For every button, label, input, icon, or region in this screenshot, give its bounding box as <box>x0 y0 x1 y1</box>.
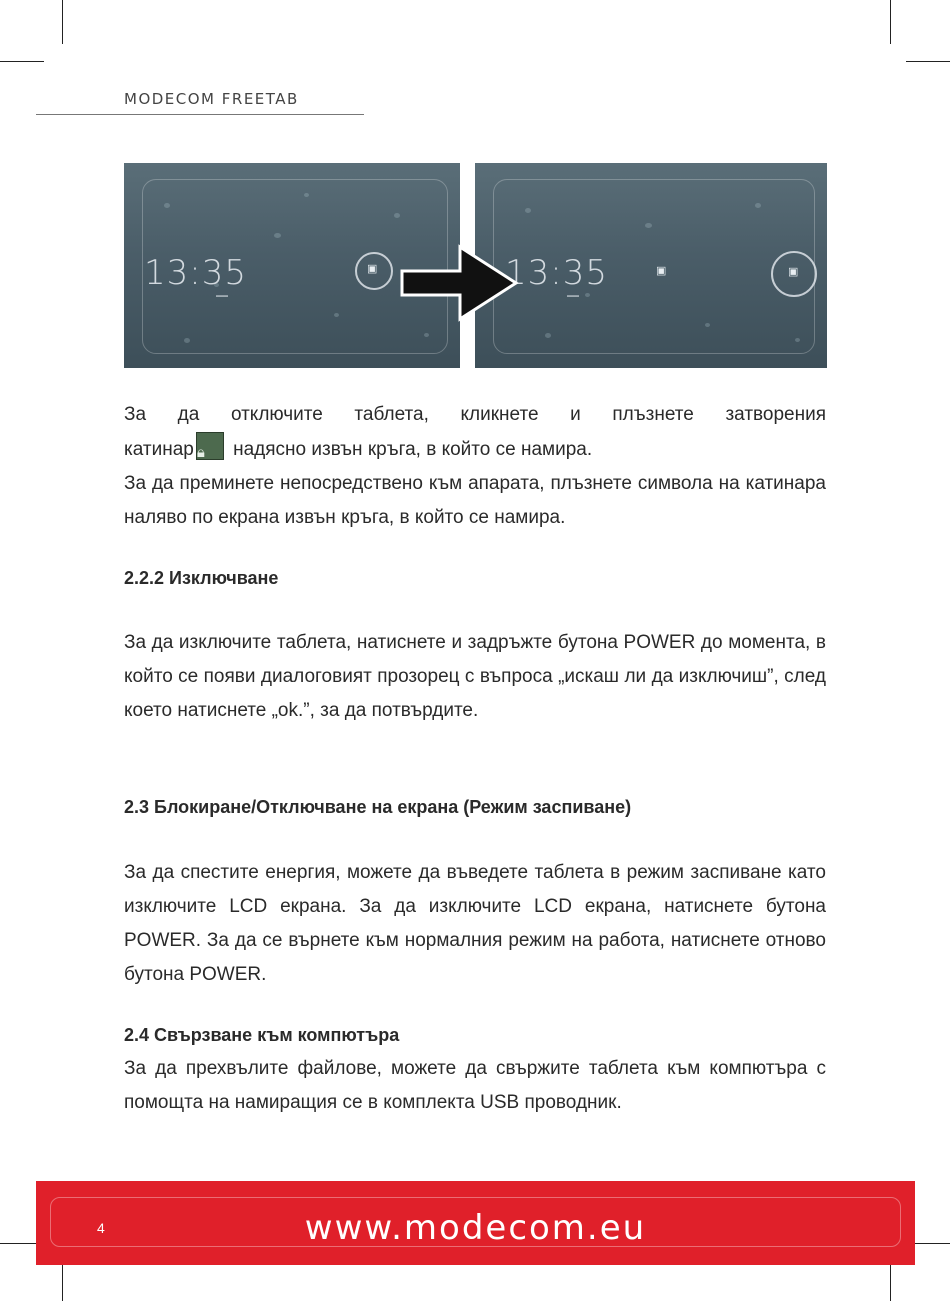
sleep-text: За да спестите енергия, можете да въведете таблета в режим заспиване като изключите LCD екрана. За да изключите LCD екрана, натиснете бутона POWER. За да се върнете към нормалния режим на работа, натиснете отново бутона POWER. <box>124 862 826 985</box>
footer-bar <box>36 1181 915 1265</box>
unlock-line-2-end: надясно извън кръга, в който се намира. <box>233 439 593 460</box>
lock-icon: ▣ <box>367 263 378 275</box>
unlock-paragraph <box>124 398 826 535</box>
lockscreen-date: ▬▬ <box>567 293 579 299</box>
crop-mark <box>890 0 891 44</box>
heading-shutdown: 2.2.2 Изключване <box>124 568 279 588</box>
crop-mark <box>0 61 44 62</box>
footer-url[interactable]: www.modecom.eu <box>304 1208 647 1248</box>
lockscreen-date: ▬▬ <box>216 293 228 299</box>
lockscreen-time: 13:35 <box>144 253 247 293</box>
connect-paragraph <box>124 1052 826 1120</box>
page-number: 4 <box>97 1220 105 1236</box>
shutdown-text: За да изключите таблета, натиснете и задръжте бутона POWER до момента, в който се появи диалоговият прозорец с въпроса „искаш ли да изключиш”, след което натиснете „ok.”, за да потвърдите. <box>124 632 826 721</box>
unlocked-icon: ▣ <box>788 266 799 278</box>
shutdown-paragraph <box>124 626 826 728</box>
lockscreen-screenshot-unlocking <box>475 163 827 368</box>
unlock-line-1: За да отключите таблета, кликнете и плъзнете затворения <box>124 404 826 425</box>
sleep-paragraph <box>124 856 826 992</box>
camera-paragraph: За да преминете непосредствено към апарата, плъзнете символа на катинара наляво по екрана извън кръга, в който се намира. <box>124 473 826 528</box>
crop-mark <box>62 0 63 44</box>
unlock-line-2 <box>124 432 826 467</box>
unlock-line-2-start: катинар <box>124 439 194 460</box>
heading-sleep: 2.3 Блокиране/Отключване на екрана (Режим заспиване) <box>124 797 632 817</box>
arrow-right-icon <box>400 243 520 323</box>
header-title: MODECOM FREETAB <box>124 90 299 108</box>
footer-frame <box>50 1197 901 1247</box>
padlock-icon: 🔒︎ <box>196 432 224 460</box>
lock-icon: ▣ <box>656 265 667 277</box>
header-rule <box>36 114 364 115</box>
crop-mark <box>906 61 950 62</box>
heading-connect: 2.4 Свързване към компютъра <box>124 1025 400 1045</box>
connect-text: За да прехвълите файлове, можете да свържите таблета към компютъра с помощта на намиращия се в комплекта USB проводник. <box>124 1058 826 1113</box>
lockscreen-time: 13:35 <box>505 253 608 293</box>
